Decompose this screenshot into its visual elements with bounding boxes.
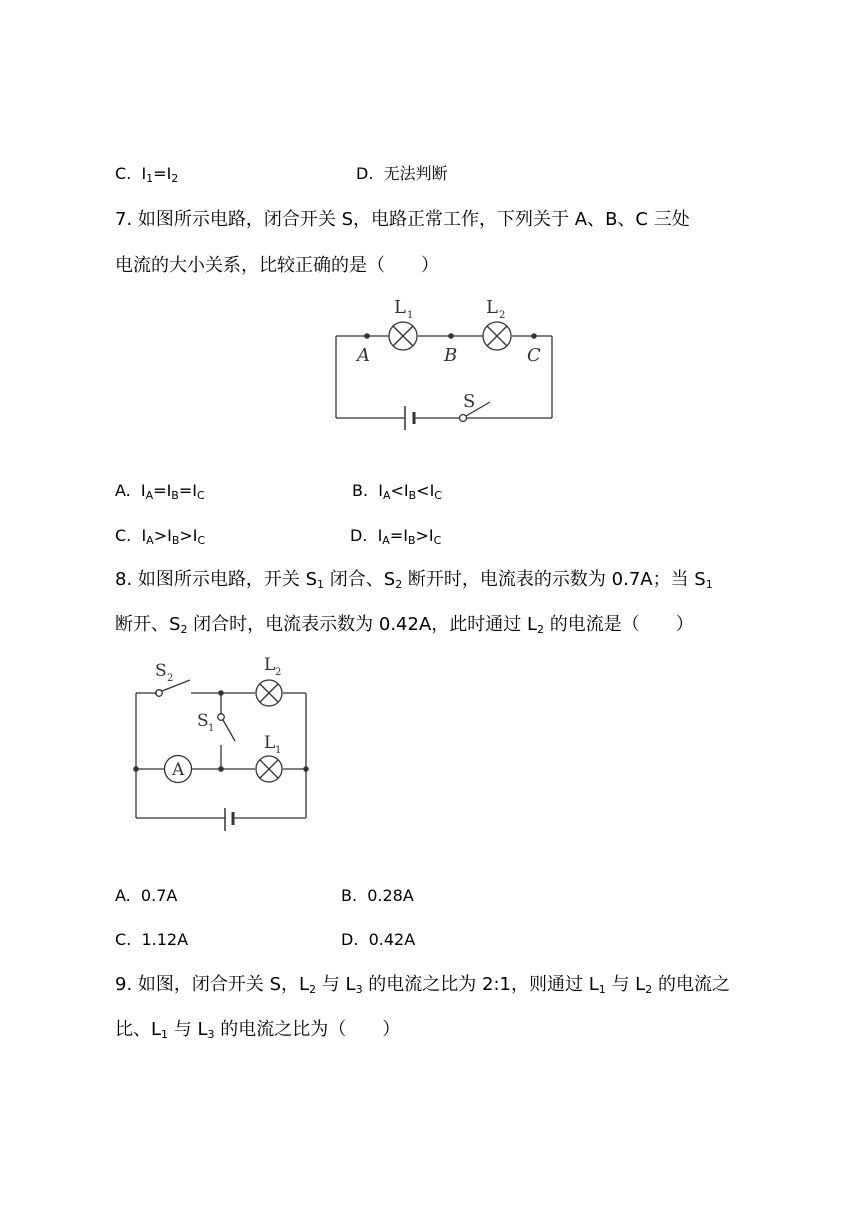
q9-stem-line1: 9. 如图，闭合开关 S，$L_2$ 与 $L_3$ 的电流之比为 2:1，则通过 $L_1$ 与 $L_2$ 的电流之 xyxy=(115,974,730,996)
switch-s-icon xyxy=(460,415,467,422)
q8-option-c: C. 1.12A xyxy=(115,930,189,949)
q7-stem-line1: 7. 如图所示电路，闭合开关 S，电路正常工作，下列关于 A、B、C 三处 xyxy=(115,209,690,230)
q9-stem-line2: 比、$L_1$ 与 $L_3$ 的电流之比为（ ） xyxy=(115,1019,401,1041)
q6-option-d: D. 无法判断 xyxy=(356,164,448,183)
q7-option-d: D. $I_A=I_B>I_C$ xyxy=(350,526,442,547)
point-a-label: A xyxy=(357,345,370,366)
q7-circuit-diagram xyxy=(320,285,570,440)
svg-text:1: 1 xyxy=(275,745,282,756)
label-l2: L xyxy=(486,297,498,318)
label-s1: S xyxy=(197,711,209,731)
label-l1: L xyxy=(394,297,406,318)
q7-option-b: B. $I_A<I_B<I_C$ xyxy=(352,481,442,502)
label-l2: L xyxy=(264,655,276,675)
q7-option-c: C. $I_A>I_B>I_C$ xyxy=(115,526,206,547)
q8-stem-line2: 断开、$S_2$ 闭合时，电流表示数为 0.42A，此时通过 $L_2$ 的电流是（ ） xyxy=(115,614,694,636)
label-l1: L xyxy=(264,733,276,753)
svg-text:2: 2 xyxy=(499,310,506,321)
q8-option-b: B. 0.28A xyxy=(341,886,414,905)
q6-option-c: C. $I_1=I_2$ xyxy=(115,164,179,185)
q8-stem-line1: 8. 如图所示电路，开关 $S_1$ 闭合、$S_2$ 断开时，电流表的示数为 0.7A；当 $S_1$ xyxy=(115,569,713,591)
label-s2: S xyxy=(155,661,167,681)
point-c-label: C xyxy=(527,345,541,366)
svg-text:1: 1 xyxy=(407,310,414,321)
svg-text:2: 2 xyxy=(167,673,174,684)
ammeter-label: A xyxy=(172,760,185,780)
q7-option-a: A. $I_A=I_B=I_C$ xyxy=(115,481,205,502)
q8-option-a: A. 0.7A xyxy=(115,886,178,905)
switch-s1-icon xyxy=(218,714,225,721)
point-b-label: B xyxy=(444,345,458,366)
q7-stem-line2: 电流的大小关系，比较正确的是（ ） xyxy=(115,255,439,276)
q8-circuit-diagram xyxy=(125,650,325,840)
svg-text:1: 1 xyxy=(208,723,215,734)
svg-text:2: 2 xyxy=(275,667,282,678)
q8-option-d: D. 0.42A xyxy=(341,930,416,949)
switch-s-label: S xyxy=(463,391,476,412)
